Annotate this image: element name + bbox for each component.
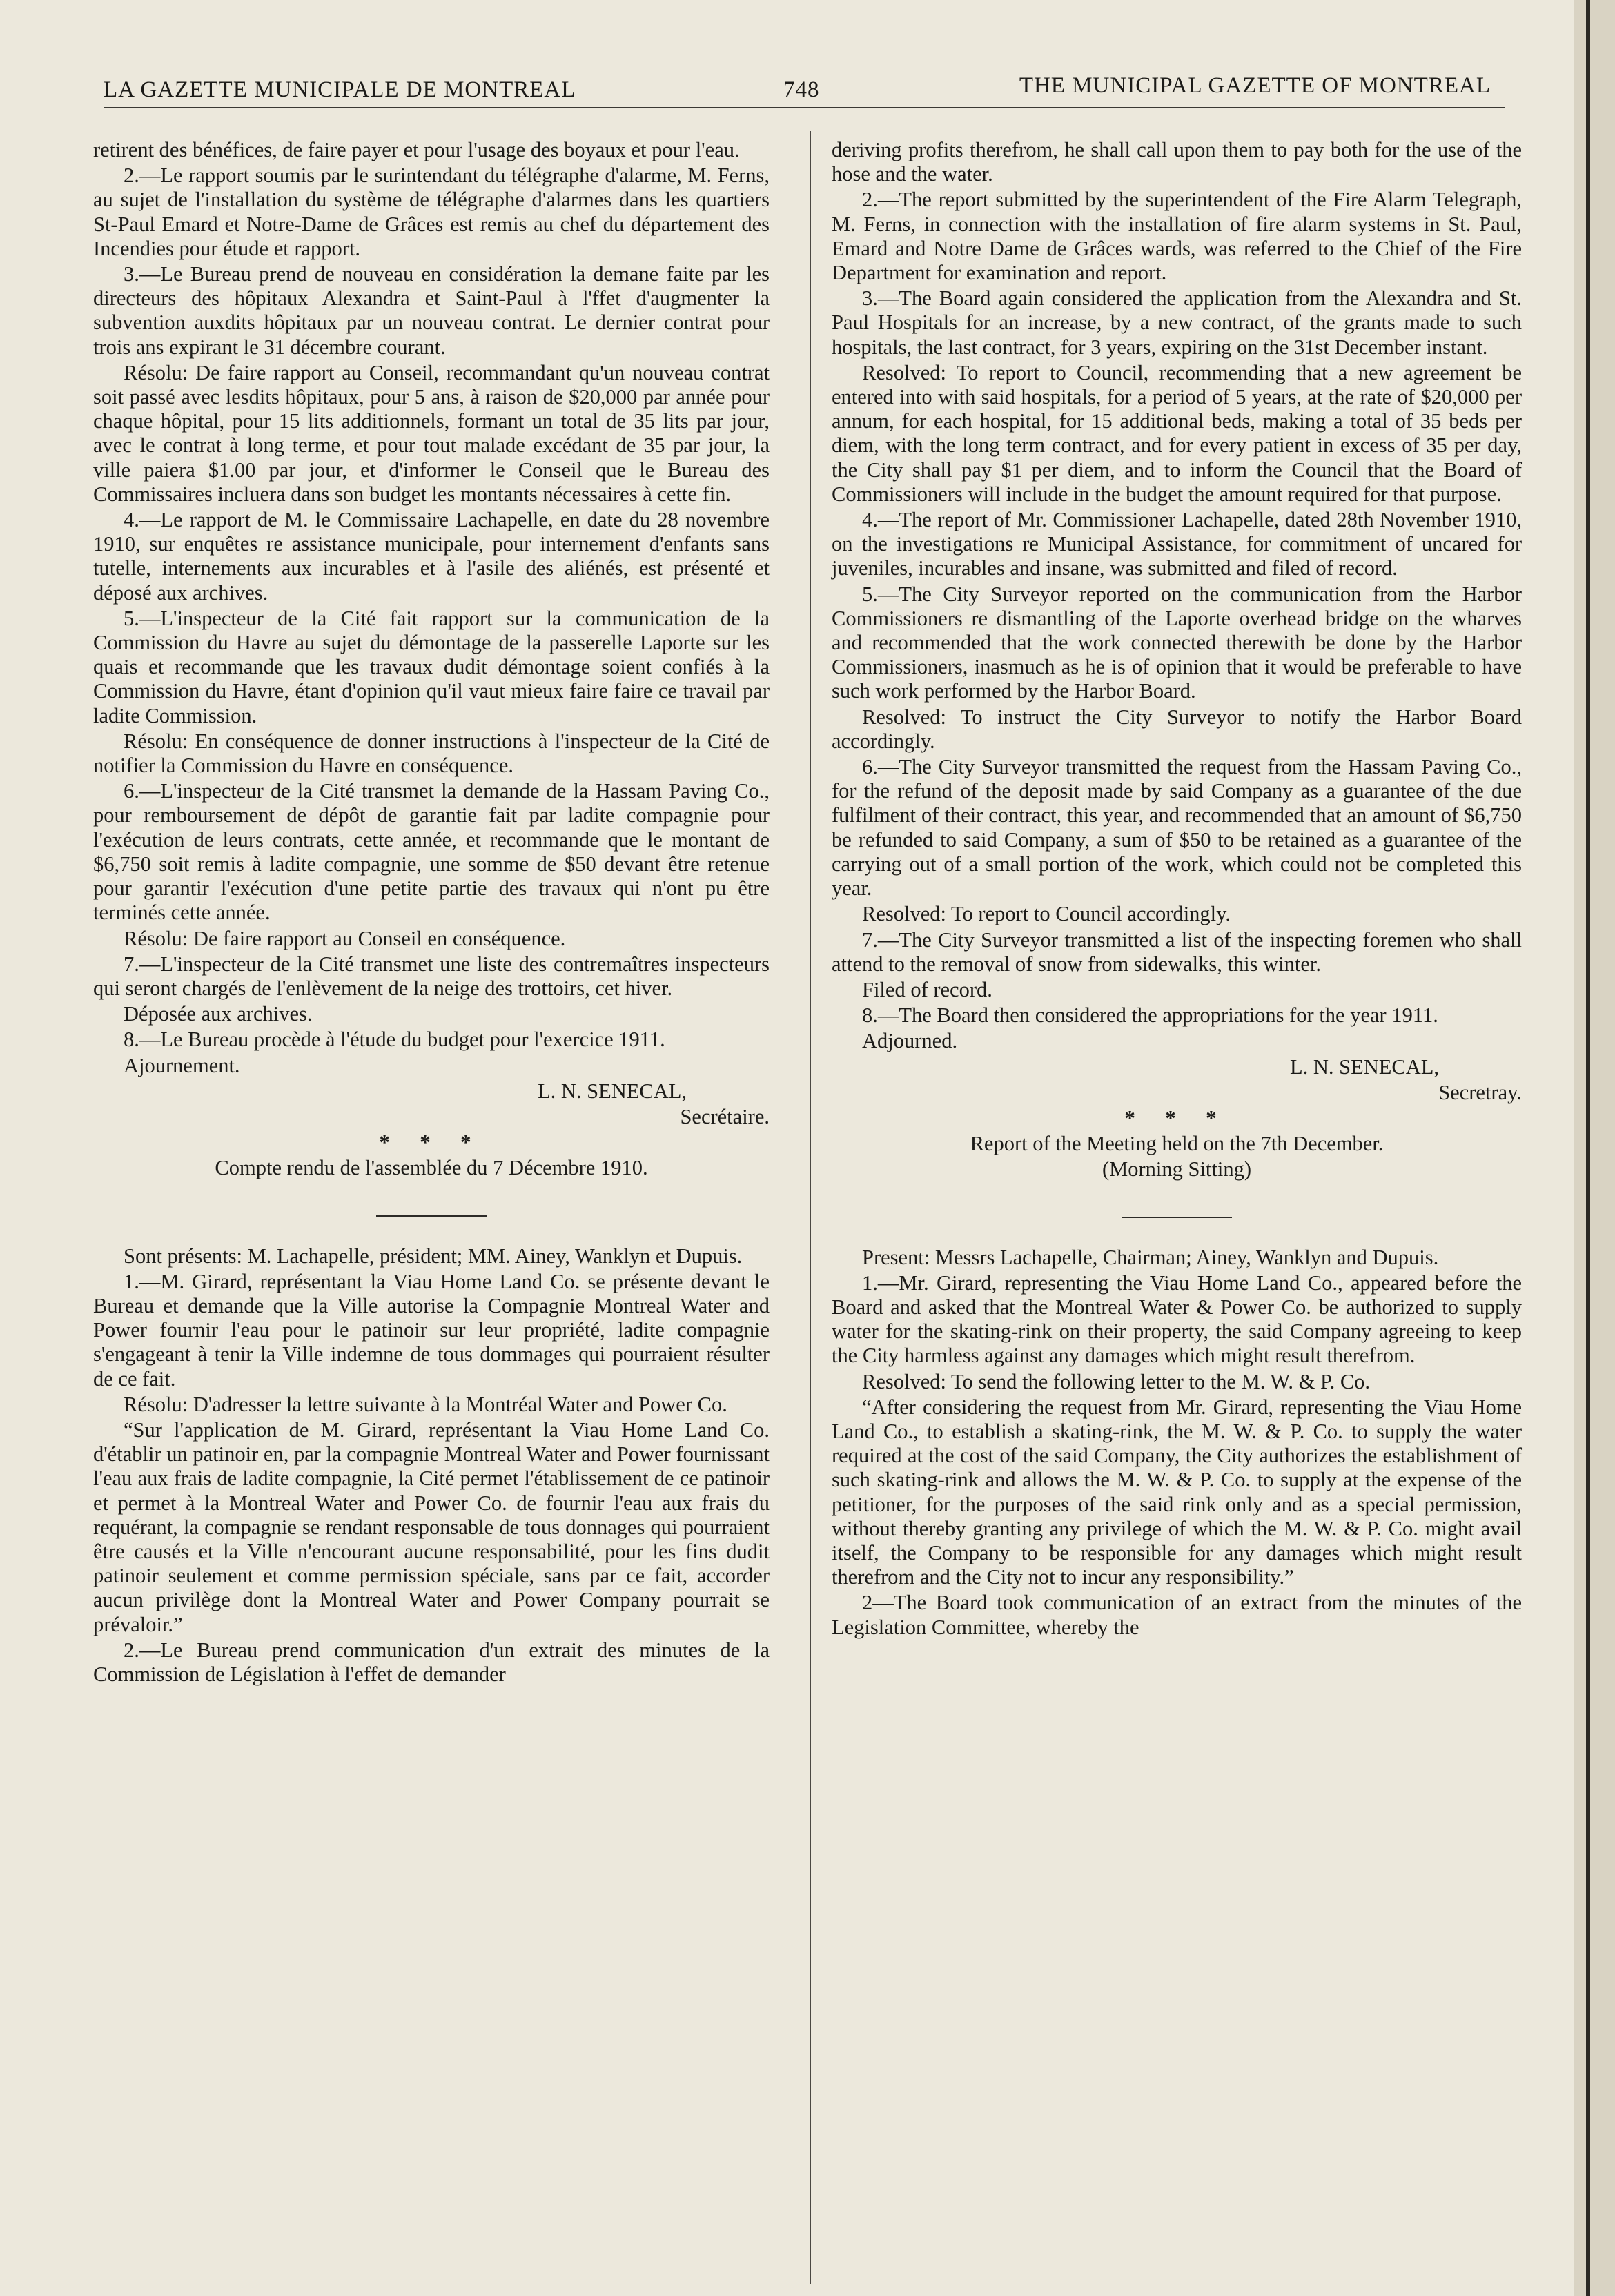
fr-meeting-heading: Compte rendu de l'assemblée du 7 Décembre 1910. [215,1156,648,1180]
fr-paragraph: retirent des bénéfices, de faire payer et pour l'usage des boyaux et pour l'eau. [93,138,740,161]
page-header [104,69,1491,110]
en-item-5: 5.—The City Surveyor reported on the communication from the Harbor Commissioners re dismantling of the Laporte overhead bridge on the wharves and recommended that the work connected therewith be done by the Harbor Commissioners, inasmuch as he is of opinion that it would be preferable to have such work performed by the Harbor Board. [832,582,1522,703]
english-column [832,138,1522,1641]
en-meeting-item-2: 2—The Board took communication of an extract from the minutes of the Legislation Committee, whereby the [832,1591,1522,1639]
fr-item-7: 7.—L'inspecteur de la Cité transmet une liste des contremaîtres inspecteurs qui seront chargés de l'enlèvement de la neige des trottoirs, cet hiver. [93,952,770,1000]
en-resolution: Resolved: To report to Council accordingly. [862,902,1231,926]
fr-resolution: Résolu: En conséquence de donner instructions à l'inspecteur de la Cité de notifier la Commission du Havre en conséquence. [93,729,770,778]
en-item-2: 2.—The report submitted by the superintendent of the Fire Alarm Telegraph, M. Ferns, in connection with the installation of fire alarm systems in St. Paul, Emard and Notre Dame de Grâces wards, was referred to the Chief of the Fire Department for examination and report. [832,188,1522,285]
fr-resolution: Résolu: De faire rapport au Conseil, recommandant qu'un nouveau contrat soit passé avec lesdits hôpitaux, pour 5 ans, à raison de $20,000 par année pour chaque hôpital, pour 15 lits additionnels, formant un total de 35 lits par jour, avec le contrat à long terme, et pour tout malade excédant de 35 par jour, la ville paiera $1.00 par jour, et d'informer le Conseil que le Bureau des Commissaires incluera dans son budget les montants nécessaires à cette fin. [93,360,770,506]
binding-edge [1574,0,1615,2296]
en-meeting-heading: Report of the Meeting held on the 7th December. [970,1132,1384,1156]
header-english-title: THE MUNICIPAL GAZETTE OF MONTREAL [1019,73,1491,98]
fr-present: Sont présents: M. Lachapelle, président; MM. Ainey, Wanklyn et Dupuis. [124,1244,743,1268]
en-adjournment: Adjourned. [862,1029,958,1053]
en-resolution: Resolved: To instruct the City Surveyor to notify the Harbor Board accordingly. [832,705,1522,753]
fr-meeting-item-1: 1.—M. Girard, représentant la Viau Home Land Co. se présente devant le Bureau et demande que la Ville autorise la Compagnie Montreal Water and Power fournir l'eau pour le patinoir sur leur propriété, ladite compagnie s'engageant à tenir la Ville indemne de tous dommages qui pourraient résulter de ce fait. [93,1269,770,1391]
en-paragraph: deriving profits therefrom, he shall call upon them to pay both for the use of the hose and the water. [832,138,1522,186]
en-resolution: Resolved: To report to Council, recommending that a new agreement be entered into with said hospitals, for a period of 5 years, at the rate of $20,000 per annum, for each hospital, for 15 additional beds, making a total of 35 beds per diem, with the long term contract, and for every patient in excess of 35 per day, the City shall pay $1 per diem, and to inform the Council that the Board of Commissioners will include in the budget the amount required for that purpose. [832,360,1522,506]
en-present: Present: Messrs Lachapelle, Chairman; Ainey, Wanklyn and Dupuis. [862,1245,1439,1269]
binding-edge-line [1586,0,1590,2296]
column-divider [810,131,811,2284]
en-letter: “After considering the request from Mr. Girard, representing the Viau Home Land Co., to establish a skating-rink, the M. W. & P. Co. to supply the water required at the cost of the said Company, the City authorizes the establishment of such skating-rink and allows the M. W. & P. Co. to supply at the expense of the petitioner, for the purposes of the said rink only and as a special permission, without thereby granting any privilege of which the M. W. & P. Co. might avail itself, the Company to be responsible for any damages which might result therefrom and the City not to incur any responsibility.” [832,1395,1522,1589]
page-number: 748 [783,77,820,102]
fr-resolution: Résolu: De faire rapport au Conseil en conséquence. [124,926,566,950]
fr-item-4: 4.—Le rapport de M. le Commissaire Lachapelle, en date du 28 novembre 1910, sur enquêtes re assistance municipale, pour internement d'enfants sans tutelle, internements aux incurables et à l'asile des aliénés, est présenté et déposé aux archives. [93,508,770,605]
fr-resolution: Résolu: D'adresser la lettre suivante à la Montréal Water and Power Co. [124,1392,727,1416]
fr-item-5: 5.—L'inspecteur de la Cité fait rapport sur la communication de la Commission du Havre au sujet du démontage de la passerelle Laporte sur les quais et recommande que les travaux dudit démontage soient confiés à la Commission du Havre, étant d'opinion qu'il vaut mieux faire faire ce travail par ladite Commission. [93,606,770,727]
fr-adjournment: Ajournement. [124,1053,240,1077]
en-item-3: 3.—The Board again considered the application from the Alexandra and St. Paul Hospitals for an increase, by a new contract, of the grants made to such hospitals, the last contract, for 3 years, expiring on the 31st December instant. [832,286,1522,359]
fr-item-8: 8.—Le Bureau procède à l'étude du budget pour l'exercice 1911. [124,1028,665,1052]
en-meeting-item-1: 1.—Mr. Girard, representing the Viau Home Land Co., appeared before the Board and asked that the Montreal Water & Power Co. be authorized to supply water for the skating-rink on their property, the said Company agreeing to keep the City harmless against any damages which might result therefrom. [832,1270,1522,1368]
en-item-7: 7.—The City Surveyor transmitted a list of the inspecting foremen who shall attend to the removal of snow from sidewalks, this winter. [832,928,1522,976]
fr-signature-title: Secrétaire. [680,1104,770,1128]
en-item-8: 8.—The Board then considered the appropriations for the year 1911. [862,1003,1438,1028]
fr-signature-name: L. N. SENECAL, [537,1079,687,1103]
fr-item-6: 6.—L'inspecteur de la Cité transmet la demande de la Hassam Paving Co., pour remboursement de dépôt de garantie fait par ladite compagnie pour l'exécution de leurs contrats, cette année, et recommande que le montant de $6,750 soit remis à ladite compagnie, une somme de $50 devant être retenue pour garantir l'exécution d'une petite partie des travaux qui n'ont pu être terminés cette année. [93,779,770,925]
en-resolution: Resolved: To send the following letter to the M. W. & P. Co. [862,1369,1371,1393]
fr-meeting-item-2: 2.—Le Bureau prend communication d'un extrait des minutes de la Commission de Législation à l'effet de demander [93,1638,770,1686]
fr-item-3: 3.—Le Bureau prend de nouveau en considération la demane faite par les directeurs des hôpitaux Alexandra et Saint-Paul à l'ffet d'augmenter la subvention auxdits hôpitaux par un nouveau contrat. Le dernier contrat pour trois ans expirant le 31 décembre courant. [93,262,770,359]
en-signature-title: Secretray. [1438,1080,1522,1104]
header-french-title: LA GAZETTE MUNICIPALE DE MONTREAL [104,77,576,102]
en-short-rule [1122,1217,1232,1218]
en-signature-name: L. N. SENECAL, [1289,1054,1439,1079]
en-section-stars: * * * [1124,1106,1229,1130]
en-item-6: 6.—The City Surveyor transmitted the request from the Hassam Paving Co., for the refund of the deposit made by said Company as a guarantee of the due fulfilment of their contract, this year, and recommended that an amount of $6,750 be refunded to said Company, a sum of $50 to be retained as a guarantee of the carrying out of a small portion of the work, which could not be completed this year. [832,755,1522,901]
en-meeting-subheading: (Morning Sitting) [1102,1157,1252,1181]
french-column [93,138,770,1688]
fr-section-stars: * * * [379,1130,484,1155]
en-item-4: 4.—The report of Mr. Commissioner Lachapelle, dated 28th November 1910, on the investigations re Municipal Assistance, for commitment of uncared for juveniles, incurables and insane, was submitted and filed of record. [832,508,1522,580]
en-filed: Filed of record. [862,977,992,1001]
fr-filed: Déposée aux archives. [124,1002,313,1026]
fr-item-2: 2.—Le rapport soumis par le surintendant du télégraphe d'alarme, M. Ferns, au sujet de l'installation du système de télégraphe d'alarmes dans les quartiers St-Paul Emard et Notre-Dame de Grâces est remis au chef du département des Incendies pour étude et rapport. [93,164,770,260]
header-rule [104,107,1505,108]
fr-short-rule [376,1215,487,1217]
fr-letter: “Sur l'application de M. Girard, représentant la Viau Home Land Co. d'établir un patinoir en, par la compagnie Montreal Water and Power fournissant l'eau aux frais de ladite compagnie, la Cité permet l'établissement de ce patinoir et permet à la Montreal Water and Power Co. de fournir l'eau aux frais du requérant, la compagnie se rendant responsable de tous donnages qui pourraient être causés et la Ville n'encourant aucune responsabilité, pour les fins dudit patinoir seulement et comme permission spéciale, sans par ce fait, accorder aucun privilège dont la Montreal Water and Power Company pourrait se prévaloir.” [93,1417,770,1636]
